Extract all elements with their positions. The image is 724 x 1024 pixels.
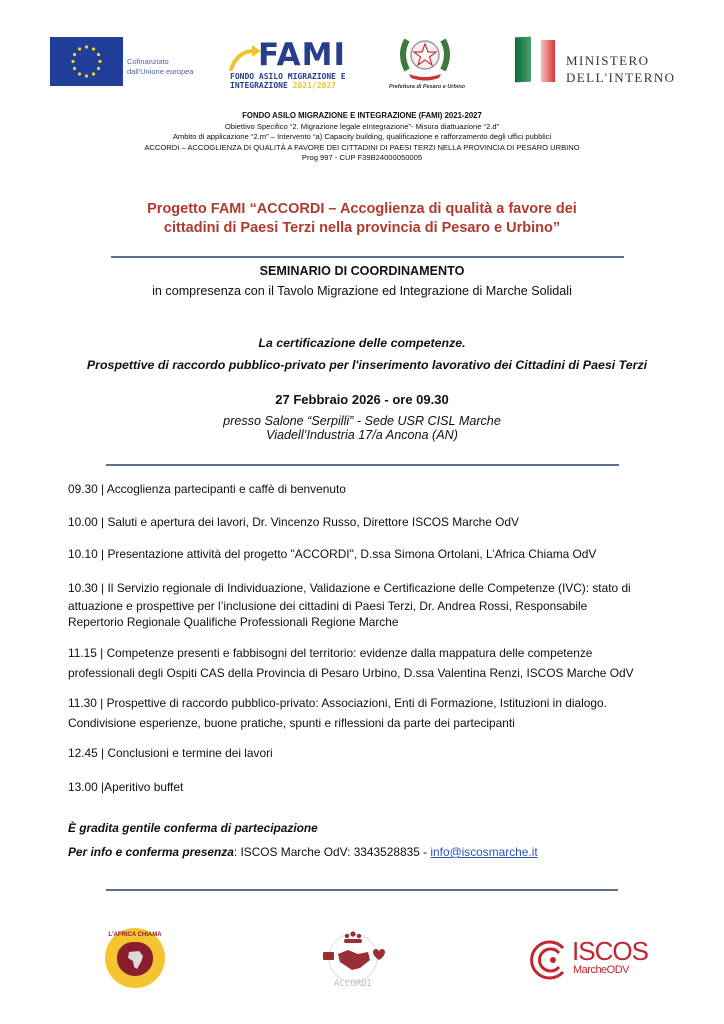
ministero-line2: DELL'INTERNO: [566, 70, 676, 85]
rsvp-request: È gradita gentile conferma di partecipazione: [68, 821, 318, 835]
ministero-flag-red: [541, 40, 555, 82]
ministero-flag-green: [515, 37, 531, 83]
seminar-heading: SEMINARIO DI COORDINAMENTO: [259, 264, 465, 278]
funding-cup-code: Prog 997 - CUP F39B24000050005: [301, 153, 423, 163]
agenda-item: 12.45 | Conclusioni e termine dei lavori: [68, 746, 273, 760]
divider-top: [111, 256, 624, 258]
eu-caption-line2: dall'Unione europea: [127, 67, 194, 76]
contact-label: Per info e conferma presenza: [68, 845, 234, 859]
project-title-line2: cittadini di Paesi Terzi nella provincia di Pesaro e Urbino”: [163, 220, 561, 236]
prefettura-caption: Prefettura di Pesaro e Urbino: [388, 84, 466, 90]
funding-info-block: [0, 111, 724, 164]
seminar-topic-title: La certificazione delle competenze.: [258, 336, 466, 350]
venue-line2: Viadell’Industria 17/a Ancona (AN): [266, 428, 458, 442]
arrow-icon: [228, 42, 262, 72]
handshake-icon: [318, 928, 388, 993]
fami-wordmark: FAMI: [258, 37, 346, 73]
funding-objective: Obiettivo Specifico “2. Migrazione legale eIntegrazione”- Misura diattuazione “2.d”: [224, 121, 500, 131]
eu-caption-line1: Cofinanziato: [127, 57, 169, 66]
funding-project-name: ACCORDI – ACCOGLIENZA DI QUALITÀ A FAVORE DEI CITTADINI DI PAESI TERZI NELLA PROVINCIA DI PESARO URBINO: [144, 142, 580, 152]
agenda-item: 13.00 |Aperitivo buffet: [68, 780, 184, 794]
africa-chiama-text: L'AFRICA CHIAMA: [108, 932, 162, 938]
funding-title: FONDO ASILO MIGRAZIONE E INTEGRAZIONE (FAMI) 2021-2027: [242, 111, 482, 120]
fami-subtitle: [230, 72, 346, 90]
project-title: [0, 200, 724, 238]
event-venue: [0, 414, 724, 442]
iscos-wordmark: ISCOS: [572, 936, 648, 966]
iscos-subtitle: MarcheODV: [573, 964, 630, 976]
prefettura-emblem-logo: [385, 30, 465, 98]
contact-info: [68, 845, 538, 859]
agenda-item: 10.10 | Presentazione attività del progetto "ACCORDI", D.ssa Simona Ortolani, L’Africa Chiama OdV: [68, 547, 597, 561]
contact-email-link[interactable]: info@iscosmarche.it: [430, 845, 538, 859]
fami-years: 2021/2027: [292, 81, 336, 90]
eu-stars-icon: [50, 37, 123, 86]
fami-logo: [228, 37, 346, 94]
funding-scope: Ambito di applicazione “2.m” – Intervento “a) Capacity building, qualificazione e rafforzamento degli uffici pubblici: [172, 132, 552, 142]
eu-cofinanced-caption: [127, 57, 193, 77]
ministero-line1: MINISTERO: [566, 53, 650, 68]
heart-icon: [117, 942, 153, 976]
venue-line1: presso Salone “Serpilli” - Sede USR CISL Marche: [223, 414, 501, 428]
accordi-logo: [318, 928, 388, 993]
iscos-marche-logo: [527, 938, 647, 983]
divider-bottom: [106, 889, 618, 891]
event-date: 27 Febbraio 2026 - ore 09.30: [275, 392, 449, 407]
africa-map-icon: [117, 942, 153, 976]
ministero-wordmark: [566, 52, 675, 86]
eu-flag-logo: [50, 37, 123, 86]
project-title-line1: Progetto FAMI “ACCORDI – Accoglienza di qualità a favore dei: [147, 201, 577, 217]
agenda-item: 09.30 | Accoglienza partecipanti e caffè di benvenuto: [68, 482, 346, 496]
svg-text:ACCORDI: ACCORDI: [334, 979, 372, 989]
fami-sub-line1: FONDO ASILO MIGRAZIONE E: [230, 72, 346, 81]
italian-emblem-icon: [385, 30, 465, 84]
agenda-item: 11.30 | Prospettive di raccordo pubblico-privato: Associazioni, Enti di Formazione, Istituzioni in dialogo. Condivisione esperienze, buone pratiche, spunti e riflessioni da parte dei partecipanti: [68, 696, 607, 730]
agenda-item: 10.30 | Il Servizio regionale di Individuazione, Validazione e Certificazione delle Competenze (IVC): stato di attuazione e prospettive per l’inclusione dei cittadini di Paesi Terzi, Dr. Andrea Rossi, Responsabile Repertorio Regionale Qualifiche Professionali Regione Marche: [68, 581, 631, 629]
seminar-subheading: in compresenza con il Tavolo Migrazione ed Integrazione di Marche Solidali: [152, 284, 572, 298]
contact-phone: : ISCOS Marche OdV: 3343528835 -: [233, 845, 431, 859]
agenda-item: 10.00 | Saluti e apertura dei lavori, Dr. Vincenzo Russo, Direttore ISCOS Marche OdV: [68, 515, 519, 529]
iscos-circles-icon: [527, 938, 571, 982]
fami-sub-line2: INTEGRAZIONE 2021/2027: [230, 81, 336, 90]
agenda-item: 11.15 | Competenze presenti e fabbisogni del territorio: evidenze dalla mappatura delle competenze professionali degli Ospiti CAS della Provincia di Pesaro Urbino, D.ssa Valentina Renzi, ISCOS Marche OdV: [68, 646, 634, 680]
africa-chiama-logo: [105, 928, 165, 988]
divider-middle: [106, 464, 619, 466]
seminar-topic-subtitle: Prospettive di raccordo pubblico-privato per l'inserimento lavorativo dei Cittadini di Paesi Terzi: [86, 358, 648, 372]
